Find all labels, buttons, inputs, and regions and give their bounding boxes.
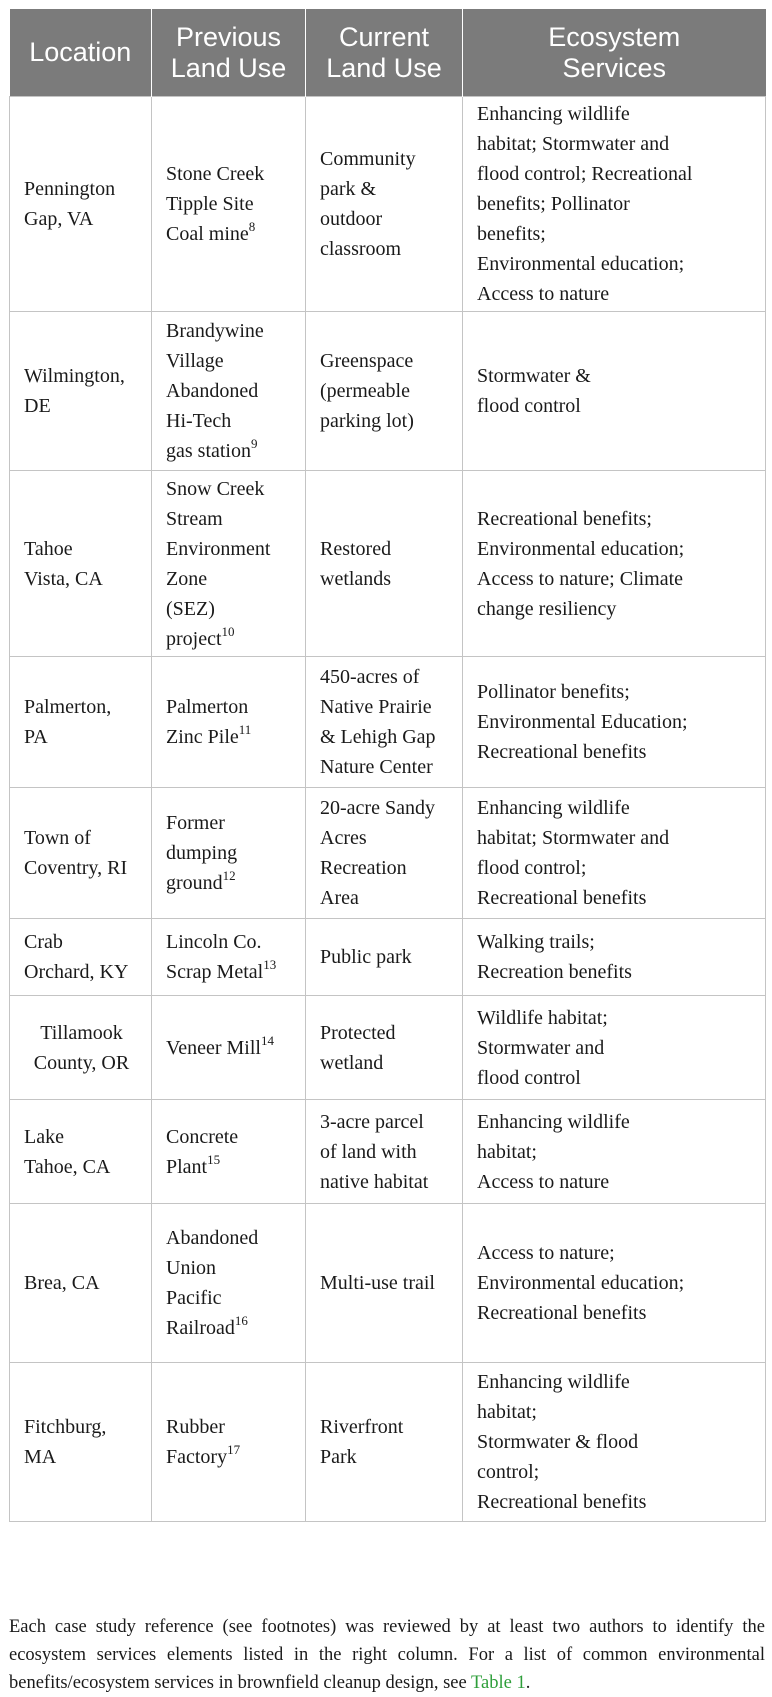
location-line: Tahoe <box>24 537 73 560</box>
previous-land-use-text: Veneer Mill <box>166 1036 261 1059</box>
previous-land-use-line <box>166 868 293 898</box>
previous-land-use-text: (SEZ) <box>166 597 215 620</box>
ecosystem-services-line: flood control <box>477 395 581 417</box>
ecosystem-services-line: habitat; Stormwater and <box>477 827 670 849</box>
current-land-use-line: outdoor <box>320 208 383 230</box>
previous-land-use-text: Rubber <box>166 1416 225 1438</box>
previous-land-use-text: Factory <box>166 1446 228 1468</box>
table-row <box>10 919 766 996</box>
previous-land-use-text: Stream <box>166 507 223 530</box>
location-line: Tillamook <box>40 1021 123 1044</box>
header-line: Land Use <box>326 52 442 83</box>
ecosystem-services-line: flood control; <box>477 857 587 879</box>
previous-land-use-line <box>166 189 293 219</box>
ecosystem-services-cell <box>463 657 766 788</box>
ecosystem-services-cell <box>463 1100 766 1204</box>
location-line: Wilmington, <box>24 365 125 387</box>
ecosystem-services-line: Recreation benefits <box>477 961 632 983</box>
location-cell <box>10 97 152 312</box>
location-cell <box>10 919 152 996</box>
previous-land-use-cell <box>152 788 306 919</box>
footnote-ref[interactable]: 10 <box>221 623 235 639</box>
ecosystem-services-line: Environmental education; <box>477 537 685 560</box>
current-land-use-cell <box>306 1100 463 1204</box>
footnote-end: . <box>525 1673 531 1693</box>
current-land-use-line: Native Prairie <box>320 696 432 718</box>
ecosystem-services-line: Environmental education; <box>477 253 685 275</box>
previous-land-use-line <box>166 1223 293 1253</box>
previous-land-use-text: Tipple Site <box>166 193 254 215</box>
footnote-ref[interactable]: 17 <box>227 1442 241 1457</box>
previous-land-use-line <box>166 504 293 534</box>
ecosystem-services-line: Wildlife habitat; <box>477 1006 608 1029</box>
previous-land-use-line <box>166 957 293 987</box>
previous-land-use-line <box>166 1122 293 1152</box>
table-row <box>10 657 766 788</box>
current-land-use-line: 3-acre parcel <box>320 1110 424 1133</box>
table-row <box>10 788 766 919</box>
previous-land-use-line <box>166 692 293 722</box>
table-footnote <box>9 1613 765 1697</box>
current-land-use-cell <box>306 1363 463 1522</box>
case-study-table <box>9 9 766 1522</box>
location-line: MA <box>24 1446 57 1468</box>
ecosystem-services-line: flood control; Recreational <box>477 163 693 185</box>
location-line: County, OR <box>33 1051 130 1074</box>
current-land-use-line: park & <box>320 178 377 200</box>
current-land-use-line: parking lot) <box>320 410 414 432</box>
previous-land-use-text: Union <box>166 1257 216 1279</box>
previous-land-use-text: Palmerton <box>166 696 249 718</box>
previous-land-use-line <box>166 594 293 624</box>
ecosystem-services-line: Stormwater & flood <box>477 1431 639 1453</box>
header-line: Ecosystem <box>548 21 681 52</box>
current-land-use-line: Protected <box>320 1021 396 1044</box>
previous-land-use-text: gas station <box>166 440 251 462</box>
current-land-use-cell <box>306 471 463 657</box>
current-land-use-line: Acres <box>320 827 367 849</box>
current-land-use-line: Public park <box>320 946 412 968</box>
header-line: Land Use <box>170 52 287 83</box>
previous-land-use-text: Village <box>166 350 224 372</box>
previous-land-use-line <box>166 838 293 868</box>
previous-land-use-line <box>166 1152 293 1182</box>
ecosystem-services-line: Pollinator benefits; <box>477 681 630 703</box>
previous-land-use-line <box>166 534 293 564</box>
previous-land-use-line <box>166 722 293 752</box>
location-line: DE <box>24 395 51 417</box>
previous-land-use-text: Environment <box>166 537 271 560</box>
table-row <box>10 1100 766 1204</box>
ecosystem-services-line: Access to nature <box>477 283 610 305</box>
previous-land-use-line <box>166 1442 293 1472</box>
previous-land-use-text: dumping <box>166 842 238 864</box>
table-row <box>10 312 766 471</box>
ecosystem-services-cell <box>463 312 766 471</box>
previous-land-use-text: Concrete <box>166 1125 239 1148</box>
location-line: Fitchburg, <box>24 1416 107 1438</box>
ecosystem-services-line: control; <box>477 1461 540 1483</box>
previous-land-use-text: Brandywine <box>166 320 264 342</box>
ecosystem-services-line: Environmental education; <box>477 1272 685 1294</box>
location-line: Pennington <box>24 178 116 200</box>
footnote-ref[interactable]: 14 <box>260 1032 274 1048</box>
previous-land-use-line <box>166 436 293 466</box>
previous-land-use-text: Railroad <box>166 1317 235 1339</box>
current-land-use-line: Multi-use trail <box>320 1272 435 1294</box>
footnote-ref[interactable]: 8 <box>248 219 256 234</box>
location-line: Coventry, RI <box>24 857 128 879</box>
current-land-use-line: Park <box>320 1446 357 1468</box>
ecosystem-services-line: Recreational benefits <box>477 741 647 763</box>
location-cell <box>10 1100 152 1204</box>
header-location <box>10 9 152 97</box>
previous-land-use-text: Snow Creek <box>166 477 265 500</box>
previous-land-use-text: Stone Creek <box>166 163 265 185</box>
location-cell <box>10 312 152 471</box>
current-land-use-cell <box>306 657 463 788</box>
footnote-ref[interactable]: 9 <box>251 436 258 451</box>
current-land-use-line: wetlands <box>320 567 392 590</box>
previous-land-use-cell <box>152 312 306 471</box>
location-cell <box>10 788 152 919</box>
ecosystem-services-line: Enhancing wildlife <box>477 797 630 819</box>
previous-land-use-cell <box>152 471 306 657</box>
current-land-use-line: (permeable <box>320 380 410 402</box>
location-line: Brea, CA <box>24 1272 100 1294</box>
header-ecosystem-services <box>463 9 766 97</box>
previous-land-use-text: Pacific <box>166 1287 222 1309</box>
header-previous-land-use <box>152 9 306 97</box>
current-land-use-line: Nature Center <box>320 756 433 778</box>
ecosystem-services-cell <box>463 788 766 919</box>
table-body <box>10 97 766 1522</box>
previous-land-use-line <box>166 346 293 376</box>
current-land-use-line: Community <box>320 148 416 170</box>
previous-land-use-text: Scrap Metal <box>166 961 264 983</box>
current-land-use-line: Riverfront <box>320 1416 404 1438</box>
ecosystem-services-line: change resiliency <box>477 597 617 620</box>
current-land-use-cell <box>306 996 463 1100</box>
previous-land-use-line <box>166 808 293 838</box>
ecosystem-services-line: Enhancing wildlife <box>477 1110 630 1133</box>
footnote-text: Each case study reference (see footnotes) was reviewed by at least two authors to identify the ecosystem services elements listed in the right column. For a list of common environmental benefits/ecosystem services in brownfield cleanup design, see <box>9 1617 765 1693</box>
footnote-ref[interactable]: 15 <box>207 1151 221 1167</box>
location-cell <box>10 1204 152 1363</box>
previous-land-use-cell <box>152 1204 306 1363</box>
previous-land-use-line <box>166 219 293 249</box>
ecosystem-services-line: Access to nature; <box>477 1242 615 1264</box>
current-land-use-line: 20-acre Sandy <box>320 797 435 819</box>
current-land-use-line: Area <box>320 887 359 909</box>
ecosystem-services-line: flood control <box>477 1066 581 1089</box>
current-land-use-line: Greenspace <box>320 350 414 372</box>
previous-land-use-line <box>166 159 293 189</box>
header-current-land-use <box>306 9 463 97</box>
previous-land-use-text: Former <box>166 812 225 834</box>
current-land-use-cell <box>306 312 463 471</box>
location-line: Orchard, KY <box>24 961 129 983</box>
ecosystem-services-line: habitat; Stormwater and <box>477 133 670 155</box>
previous-land-use-cell <box>152 919 306 996</box>
location-line: Town of <box>24 827 91 849</box>
current-land-use-line: native habitat <box>320 1170 429 1193</box>
ecosystem-services-line: benefits; Pollinator <box>477 193 630 215</box>
table-container <box>9 9 765 1522</box>
previous-land-use-text: project <box>166 627 222 650</box>
footnote-ref[interactable]: 11 <box>238 722 252 737</box>
previous-land-use-line <box>166 624 293 654</box>
current-land-use-line: & Lehigh Gap <box>320 726 436 748</box>
previous-land-use-text: Abandoned <box>166 1227 259 1249</box>
current-land-use-cell <box>306 919 463 996</box>
footnote-ref[interactable]: 16 <box>234 1313 248 1328</box>
table-row <box>10 97 766 312</box>
header-line: Services <box>562 52 667 83</box>
previous-land-use-text: ground <box>166 872 223 894</box>
location-cell <box>10 657 152 788</box>
ecosystem-services-cell <box>463 1363 766 1522</box>
table-row <box>10 1204 766 1363</box>
location-line: Lake <box>24 1125 64 1148</box>
location-cell <box>10 996 152 1100</box>
previous-land-use-text: Lincoln Co. <box>166 931 262 953</box>
ecosystem-services-line: Access to nature <box>477 1170 610 1193</box>
ecosystem-services-line: Environmental Education; <box>477 711 688 733</box>
current-land-use-line: wetland <box>320 1051 384 1074</box>
header-row <box>10 9 766 97</box>
ecosystem-services-cell <box>463 996 766 1100</box>
ecosystem-services-cell <box>463 97 766 312</box>
ecosystem-services-cell <box>463 471 766 657</box>
previous-land-use-cell <box>152 657 306 788</box>
previous-land-use-text: Coal mine <box>166 223 249 245</box>
table-row <box>10 471 766 657</box>
previous-land-use-text: Abandoned <box>166 380 259 402</box>
current-land-use-line: of land with <box>320 1140 417 1163</box>
previous-land-use-cell <box>152 97 306 312</box>
location-line: Gap, VA <box>24 208 94 230</box>
header-line: Current <box>338 21 430 52</box>
previous-land-use-line <box>166 474 293 504</box>
table-row <box>10 996 766 1100</box>
ecosystem-services-line: Walking trails; <box>477 931 595 953</box>
previous-land-use-cell <box>152 996 306 1100</box>
ecosystem-services-line: Recreational benefits <box>477 887 647 909</box>
current-land-use-line: classroom <box>320 238 402 260</box>
location-line: Crab <box>24 931 63 953</box>
current-land-use-line: 450-acres of <box>320 666 420 688</box>
previous-land-use-line <box>166 1283 293 1313</box>
previous-land-use-line <box>166 1253 293 1283</box>
ecosystem-services-line: Access to nature; Climate <box>477 567 684 590</box>
previous-land-use-line <box>166 1313 293 1343</box>
current-land-use-cell <box>306 97 463 312</box>
previous-land-use-text: Plant <box>166 1155 208 1178</box>
location-line: Tahoe, CA <box>24 1155 111 1178</box>
previous-land-use-cell <box>152 1100 306 1204</box>
location-line: PA <box>24 726 48 748</box>
previous-land-use-line <box>166 564 293 594</box>
ecosystem-services-line: habitat; <box>477 1401 537 1423</box>
ecosystem-services-line: Enhancing wildlife <box>477 103 630 125</box>
table-1-link[interactable]: Table 1 <box>471 1673 526 1693</box>
previous-land-use-line <box>166 1033 293 1063</box>
previous-land-use-text: Zinc Pile <box>166 726 239 748</box>
location-line: Vista, CA <box>24 567 103 590</box>
ecosystem-services-line: Recreational benefits; <box>477 507 652 530</box>
ecosystem-services-line: Recreational benefits <box>477 1302 647 1324</box>
current-land-use-line: Recreation <box>320 857 407 879</box>
table-row <box>10 1363 766 1522</box>
current-land-use-cell <box>306 1204 463 1363</box>
header-line: Location <box>29 37 132 67</box>
ecosystem-services-line: Recreational benefits <box>477 1491 647 1513</box>
ecosystem-services-line: Enhancing wildlife <box>477 1371 630 1393</box>
previous-land-use-text: Hi-Tech <box>166 410 232 432</box>
header-line: Previous <box>175 21 282 52</box>
previous-land-use-line <box>166 316 293 346</box>
ecosystem-services-cell <box>463 1204 766 1363</box>
footnote-ref[interactable]: 12 <box>222 868 236 883</box>
previous-land-use-line <box>166 927 293 957</box>
ecosystem-services-line: Stormwater & <box>477 365 591 387</box>
previous-land-use-line <box>166 1412 293 1442</box>
previous-land-use-line <box>166 406 293 436</box>
ecosystem-services-line: Stormwater and <box>477 1036 605 1059</box>
ecosystem-services-cell <box>463 919 766 996</box>
previous-land-use-text: Zone <box>166 567 208 590</box>
ecosystem-services-line: benefits; <box>477 223 546 245</box>
current-land-use-cell <box>306 788 463 919</box>
location-cell <box>10 1363 152 1522</box>
footnote-ref[interactable]: 13 <box>263 957 277 972</box>
location-cell <box>10 471 152 657</box>
previous-land-use-line <box>166 376 293 406</box>
current-land-use-line: Restored <box>320 537 392 560</box>
ecosystem-services-line: habitat; <box>477 1140 537 1163</box>
previous-land-use-cell <box>152 1363 306 1522</box>
location-line: Palmerton, <box>24 696 112 718</box>
